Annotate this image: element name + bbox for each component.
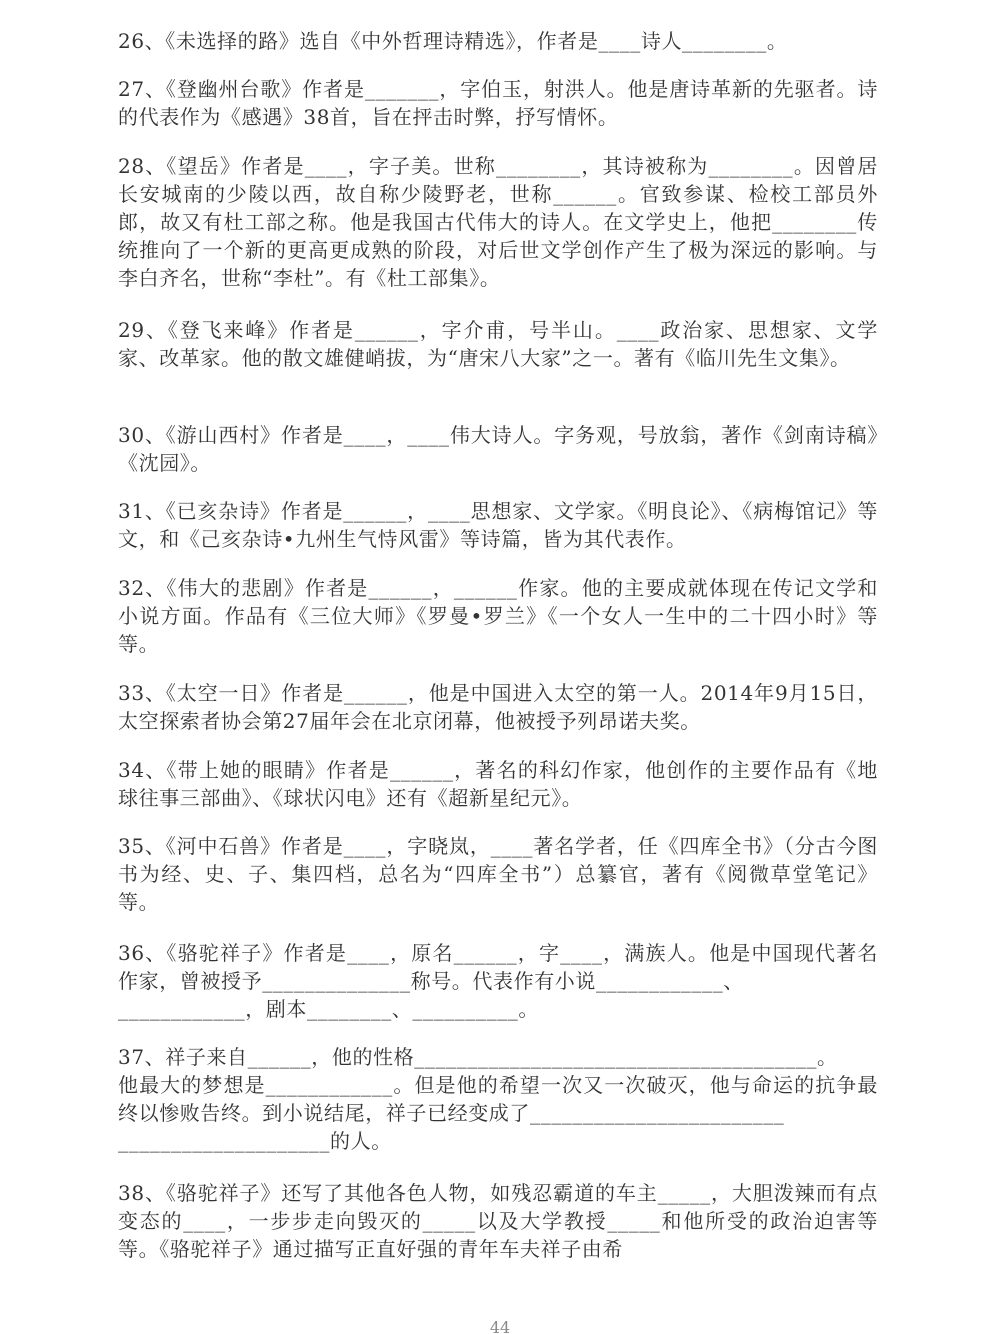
question-37-line-2: 他最大的梦想是____________。但是他的希望一次又一次破灭，他与命运的抗争最终以惨败告终。到小说结尾，祥子已经变成了________________________ (118, 1073, 878, 1125)
question-29-text: 29、《登飞来峰》作者是______，字介甫，号半山。____政治家、思想家、文学家、改革家。他的散文雄健峭拔，为“唐宋八大家”之一。著有《临川先生文集》。 (118, 318, 878, 370)
question-35-text: 35、《河中石兽》作者是____，字晓岚，____著名学者，任《四库全书》（分古今图书为经、史、子、集四档，总名为“四库全书”）总纂官，著有《阅微草堂笔记》等。 (118, 834, 878, 914)
question-37-line-3: ____________________的人。 (118, 1129, 392, 1153)
question-31 (118, 497, 878, 553)
question-29 (118, 316, 878, 372)
question-27 (118, 75, 878, 131)
question-28-text: 28、《望岳》作者是____，字子美。世称________，其诗被称为________。因曾居长安城南的少陵以西，故自称少陵野老，世称______。官致参谋、检校工部员外郎，故又有杜工部之称。他是我国古代伟大的诗人。在文学史上，他把________传统推向了一个新的更高更成熟的阶段，对后世文学创作产生了极为深远的影响。与李白齐名，世称“李杜”。有《杜工部集》。 (118, 154, 878, 290)
question-31-text: 31、《已亥杂诗》作者是______，____思想家、文学家。《明良论》、《病梅馆记》等文，和《己亥杂诗•九州生气恃风雷》等诗篇，皆为其代表作。 (118, 499, 878, 551)
page-number: 44 (489, 1318, 511, 1334)
question-32-text: 32、《伟大的悲剧》作者是______，______作家。他的主要成就体现在传记文学和小说方面。作品有《三位大师》《罗曼•罗兰》《一个女人一生中的二十四小时》等等。 (118, 576, 878, 656)
question-38-text: 38、《骆驼祥子》还写了其他各色人物，如残忍霸道的车主_____，大胆泼辣而有点变态的____，一步步走向毁灭的_____以及大学教授_____和他所受的政治迫害等等。《骆驼祥子》通过描写正直好强的青年车夫祥子由希 (118, 1181, 878, 1261)
question-27-text: 27、《登幽州台歌》作者是_______，字伯玉，射洪人。他是唐诗革新的先驱者。诗的代表作为《感遇》38首，旨在抨击时弊，抒写情怀。 (118, 77, 878, 129)
question-32 (118, 574, 878, 658)
question-26 (118, 27, 878, 55)
question-33-text: 33、《太空一日》作者是______，他是中国进入太空的第一人。2014年9月15日，太空探索者协会第27届年会在北京闭幕，他被授予列昂诺夫奖。 (118, 681, 878, 733)
question-26-line-1: 26、《未选择的路》选自《中外哲理诗精选》，作者是____诗人________。 (118, 29, 788, 53)
question-34 (118, 756, 878, 812)
question-28 (118, 152, 878, 292)
question-33 (118, 679, 878, 735)
question-37 (118, 1043, 878, 1155)
question-37-line-1: 37、祥子来自______，他的性格______________________________________。 (118, 1045, 838, 1069)
question-36 (118, 939, 878, 1023)
question-35 (118, 832, 878, 916)
question-38 (118, 1179, 878, 1263)
question-36-line-1: 36、《骆驼祥子》作者是____，原名______，字____，满族人。他是中国现代著名作家，曾被授予______________称号。代表作有小说____________、 (118, 941, 878, 993)
question-30-text: 30、《游山西村》作者是____，____伟大诗人。字务观，号放翁，著作《剑南诗稿》《沈园》。 (118, 423, 878, 475)
question-34-text: 34、《带上她的眼睛》作者是______，著名的科幻作家，他创作的主要作品有《地球往事三部曲》、《球状闪电》还有《超新星纪元》。 (118, 758, 878, 810)
question-30 (118, 421, 878, 477)
question-36-line-2: ____________，剧本________、__________。 (118, 997, 539, 1021)
